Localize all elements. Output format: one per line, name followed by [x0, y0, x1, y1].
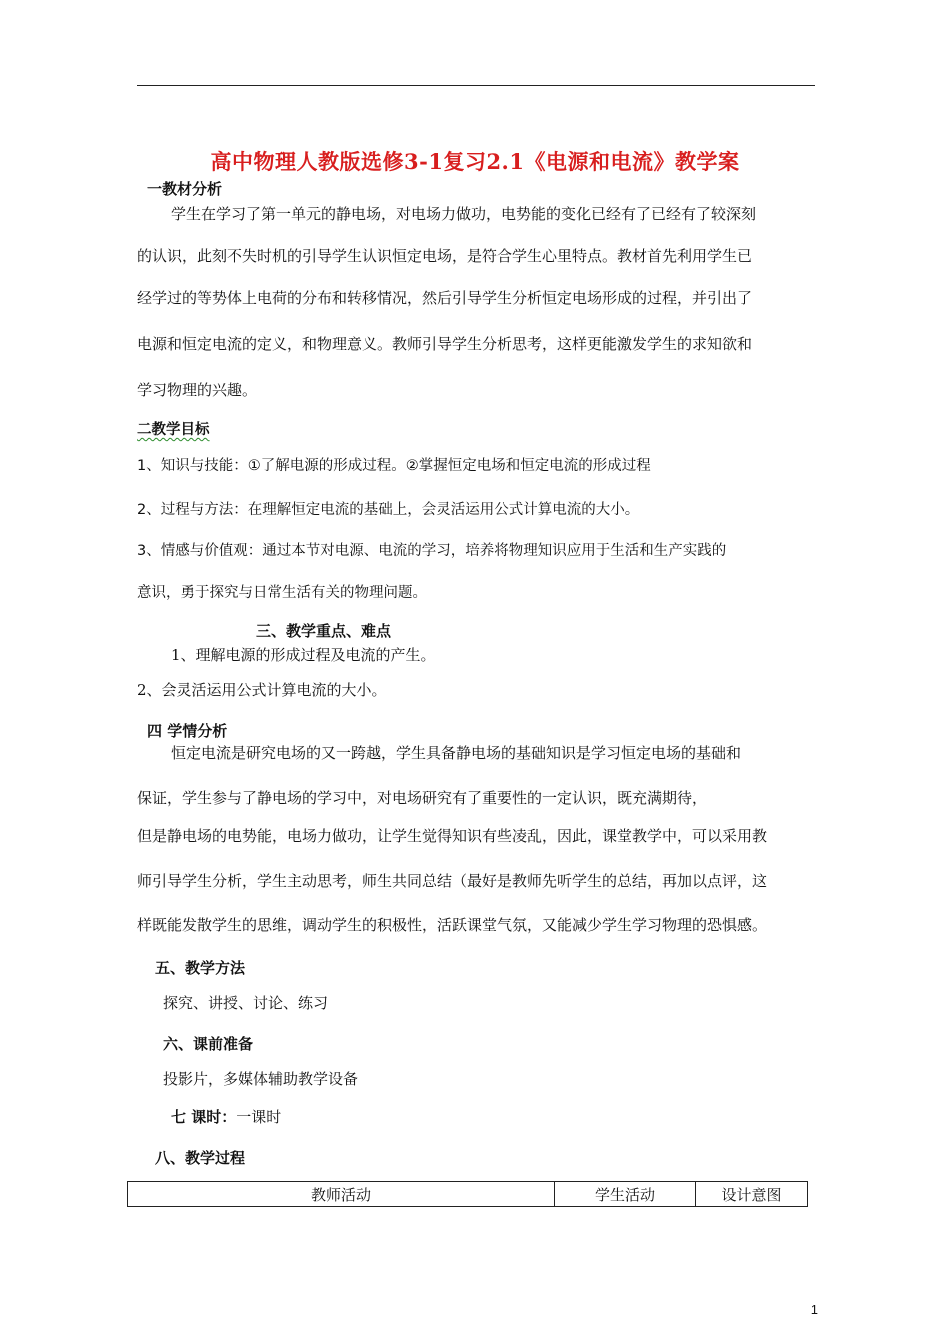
header-design-intent: 设计意图 — [696, 1182, 808, 1207]
section-heading-key-points: 三、教学重点、难点 — [256, 622, 392, 640]
section-heading-teaching-method: 五、教学方法 — [155, 959, 246, 977]
page-number: 1 — [810, 1302, 818, 1317]
preparation-text: 投影片，多媒体辅助教学设备 — [163, 1070, 359, 1088]
key-point-line: 1、理解电源的形成过程及电流的产生。 — [171, 646, 436, 664]
header-teacher-activity: 教师活动 — [128, 1182, 555, 1207]
section-heading-teaching-process: 八、教学过程 — [155, 1149, 246, 1167]
paragraph-line: 保证，学生参与了静电场的学习中，对电场研究有了重要性的一定认识，既充满期待， — [137, 789, 708, 807]
document-title: 高中物理人教版选修3-1复习2.1《电源和电流》教学案 — [210, 149, 740, 174]
key-point-line: 2、会灵活运用公式计算电流的大小。 — [137, 681, 387, 699]
goal-line: 2、过程与方法：在理解恒定电流的基础上，会灵活运用公式计算电流的大小。 — [137, 502, 640, 518]
paragraph-line: 的认识，此刻不失时机的引导学生认识恒定电场，是符合学生心里特点。教材首先利用学生已 — [137, 247, 753, 265]
paragraph-line: 但是静电场的电势能，电场力做功，让学生觉得知识有些凌乱，因此，课堂教学中，可以采用教 — [137, 827, 768, 845]
goal-line: 意识，勇于探究与日常生活有关的物理问题。 — [137, 585, 427, 601]
paragraph-line: 恒定电流是研究电场的又一跨越，学生具备静电场的基础知识是学习恒定电场的基础和 — [171, 744, 742, 762]
goal-line: 3、情感与价值观：通过本节对电源、电流的学习，培养将物理知识应用于生活和生产实践的 — [137, 543, 727, 559]
section-heading-teaching-goals: 二教学目标 — [137, 422, 210, 438]
paragraph-line: 样既能发散学生的思维，调动学生的积极性，活跃课堂气氛，又能减少学生学习物理的恐惧感。 — [137, 916, 768, 934]
table-header-row — [128, 1182, 808, 1207]
paragraph-line: 学习物理的兴趣。 — [137, 381, 258, 399]
paragraph-line: 学生在学习了第一单元的静电场，对电场力做功，电势能的变化已经有了已经有了较深刻 — [171, 205, 757, 223]
paragraph-line: 电源和恒定电流的定义，和物理意义。教师引导学生分析思考，这样更能激发学生的求知欲和 — [137, 335, 753, 353]
section-heading-textbook-analysis: 一教材分析 — [147, 180, 223, 198]
teaching-process-table — [127, 1181, 808, 1207]
paragraph-line: 经学过的等势体上电荷的分布和转移情况，然后引导学生分析恒定电场形成的过程，并引出了 — [137, 289, 753, 307]
teaching-method-text: 探究、讲授、讨论、练习 — [163, 994, 329, 1012]
section-heading-student-analysis: 四 学情分析 — [147, 722, 228, 740]
header-rule — [137, 85, 815, 86]
class-hours-text: 一课时 — [236, 1108, 282, 1126]
header-student-activity: 学生活动 — [555, 1182, 696, 1207]
section-heading-preparation: 六、课前准备 — [163, 1035, 254, 1053]
paragraph-line: 师引导学生分析，学生主动思考，师生共同总结（最好是教师先听学生的总结，再加以点评，这 — [137, 872, 768, 890]
section-heading-class-hours: 七 课时： — [171, 1108, 237, 1126]
class-hours-line — [171, 1109, 281, 1125]
goal-line: 1、知识与技能：①了解电源的形成过程。②掌握恒定电场和恒定电流的形成过程 — [137, 458, 651, 474]
